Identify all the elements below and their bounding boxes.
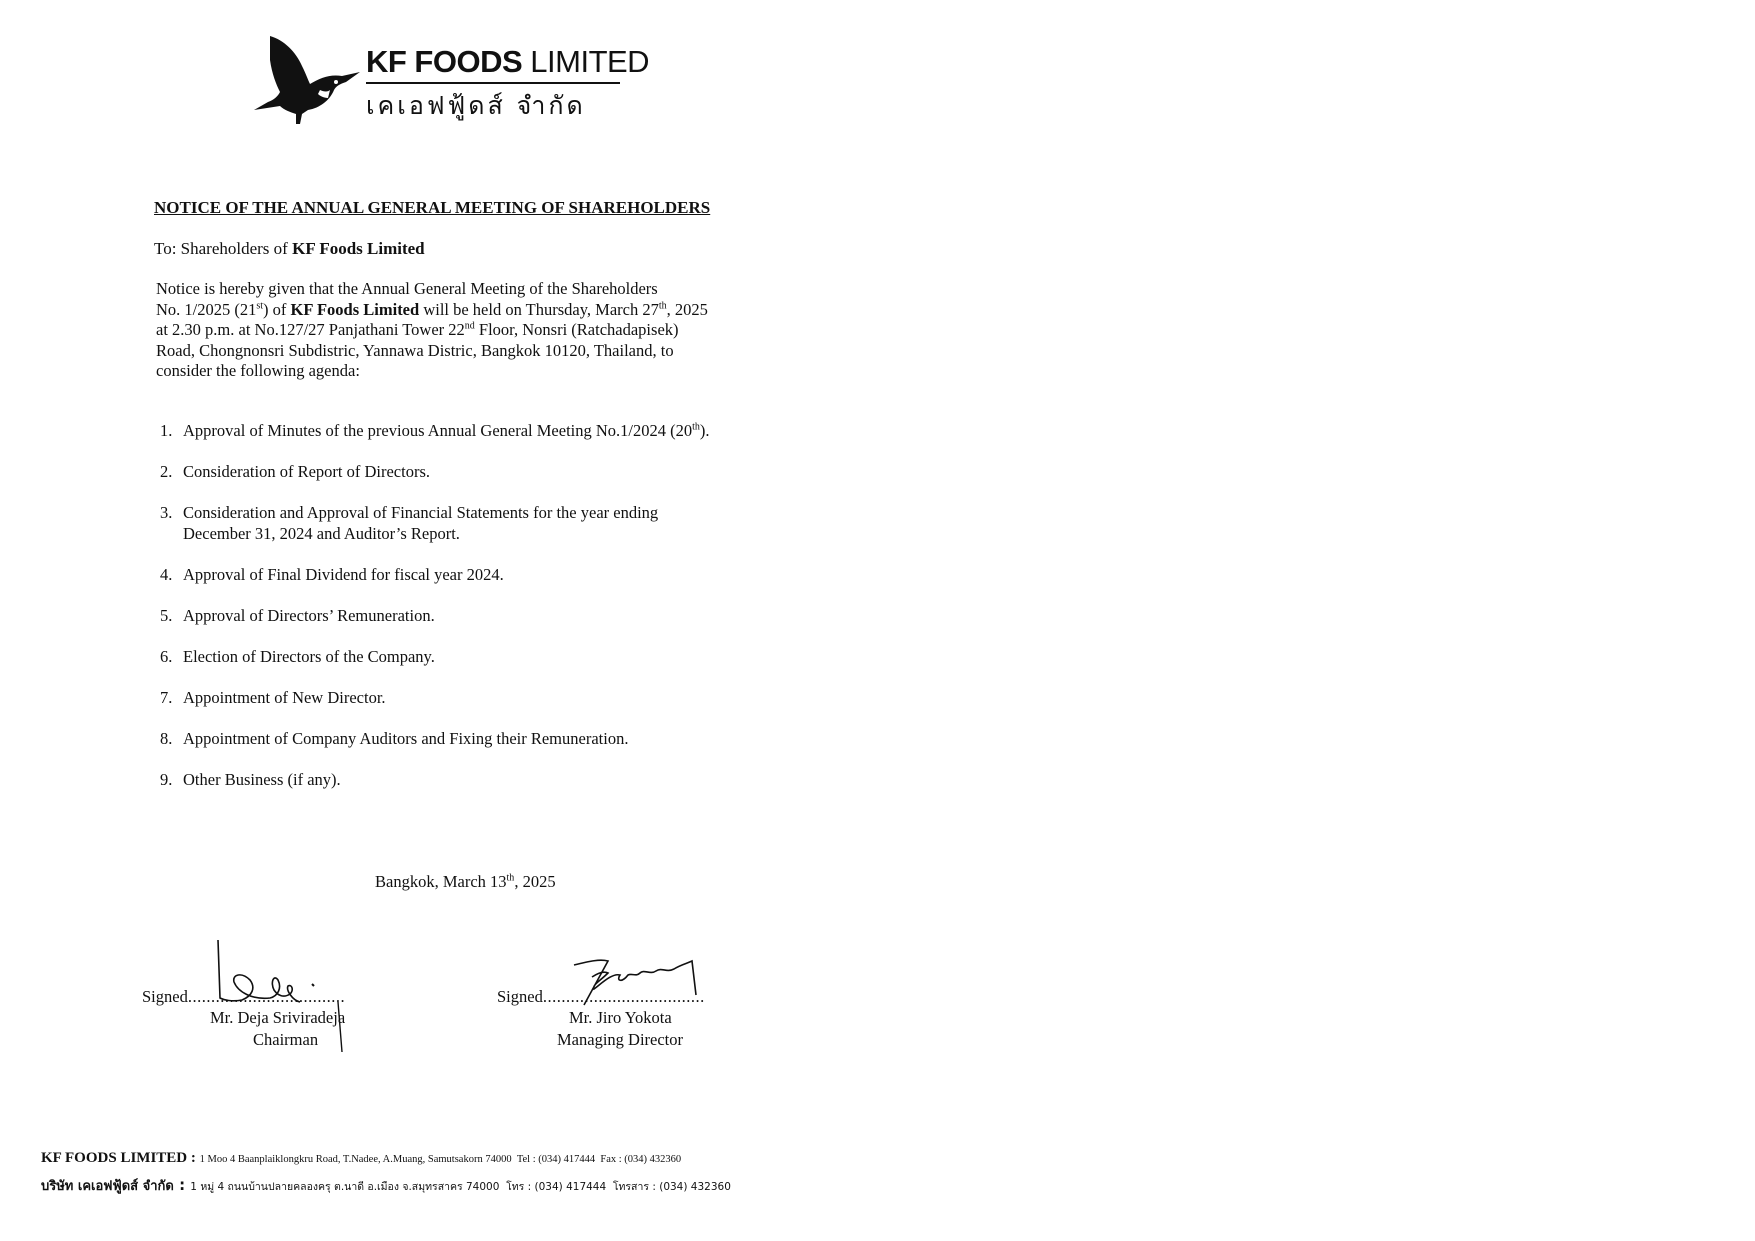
agenda-item: 2. Consideration of Report of Directors. [160, 462, 430, 481]
kingfisher-logo-icon [250, 30, 362, 124]
agenda-item: 3. Consideration and Approval of Financial Statements for the year ending December 31, 2024 and Auditor’s Report. [160, 503, 659, 543]
logo-name-bold: KF FOODS [366, 44, 523, 79]
place-date: Bangkok, March 13th, 2025 [375, 872, 556, 891]
chairman-position: Chairman [253, 1030, 319, 1049]
logo-divider [366, 82, 620, 84]
notice-line: No. 1/2025 (21st) of KF Foods Limited will be held on Thursday, March 27th, 2025 [156, 299, 708, 319]
addressee-company: KF Foods Limited [292, 239, 425, 258]
agenda-item: 4. Approval of Final Dividend for fiscal year 2024. [160, 564, 504, 584]
notice-company: KF Foods Limited [290, 299, 420, 319]
logo-thai-name: เคเอฟฟู้ดส์ จำกัด [366, 91, 586, 120]
logo-name-light: LIMITED [522, 44, 650, 79]
addressee-prefix: To: Shareholders of [154, 239, 293, 258]
company-logo-text [366, 44, 649, 80]
notice-line: consider the following agenda: [156, 361, 360, 380]
notice-paragraph [156, 279, 708, 382]
footer-thai-address: บริษัท เคเอฟฟู้ดส์ จำกัด : 1 หมู่ 4 ถนนบ้านปลายคลองครุ ต.นาดี อ.เมือง จ.สมุทรสาคร 74000 โทร : (034) 417444 โทรสาร : (034) 432360 [41, 1176, 731, 1194]
managing-director-position: Managing Director [557, 1030, 683, 1049]
agenda-item: 1. Approval of Minutes of the previous Annual General Meeting No.1/2024 (20th). [160, 421, 710, 440]
document-title: NOTICE OF THE ANNUAL GENERAL MEETING OF SHAREHOLDERS [154, 198, 711, 217]
chairman-name: Mr. Deja Sriviradeja [210, 1008, 346, 1027]
agenda-item: 5. Approval of Directors’ Remuneration. [160, 605, 435, 625]
agenda-item: 9. Other Business (if any). [160, 769, 341, 789]
agenda-item: 8. Appointment of Company Auditors and Fixing their Remuneration. [160, 728, 629, 748]
addressee-line [154, 239, 425, 259]
chairman-signature-line: Signed.................................. [142, 987, 346, 1006]
notice-line: Road, Chongnonsri Subdistric, Yannawa Distric, Bangkok 10120, Thailand, to [156, 340, 674, 360]
managing-director-name: Mr. Jiro Yokota [569, 1008, 672, 1027]
notice-line: Notice is hereby given that the Annual General Meeting of the Shareholders [156, 279, 658, 298]
managing-director-signature-line: Signed................................... [497, 987, 705, 1006]
agenda-list [160, 421, 710, 811]
agenda-item: 7. Appointment of New Director. [160, 687, 386, 707]
footer-english-address: KF FOODS LIMITED : 1 Moo 4 Baanplaiklongkru Road, T.Nadee, A.Muang, Samutsakorn 74000 Tel : (034) 417444 Fax : (034) 432360 [41, 1150, 682, 1166]
agenda-item: 6. Election of Directors of the Company. [160, 646, 435, 666]
notice-line: at 2.30 p.m. at No.127/27 Panjathani Tower 22nd Floor, Nonsri (Ratchadapisek) [156, 320, 679, 339]
